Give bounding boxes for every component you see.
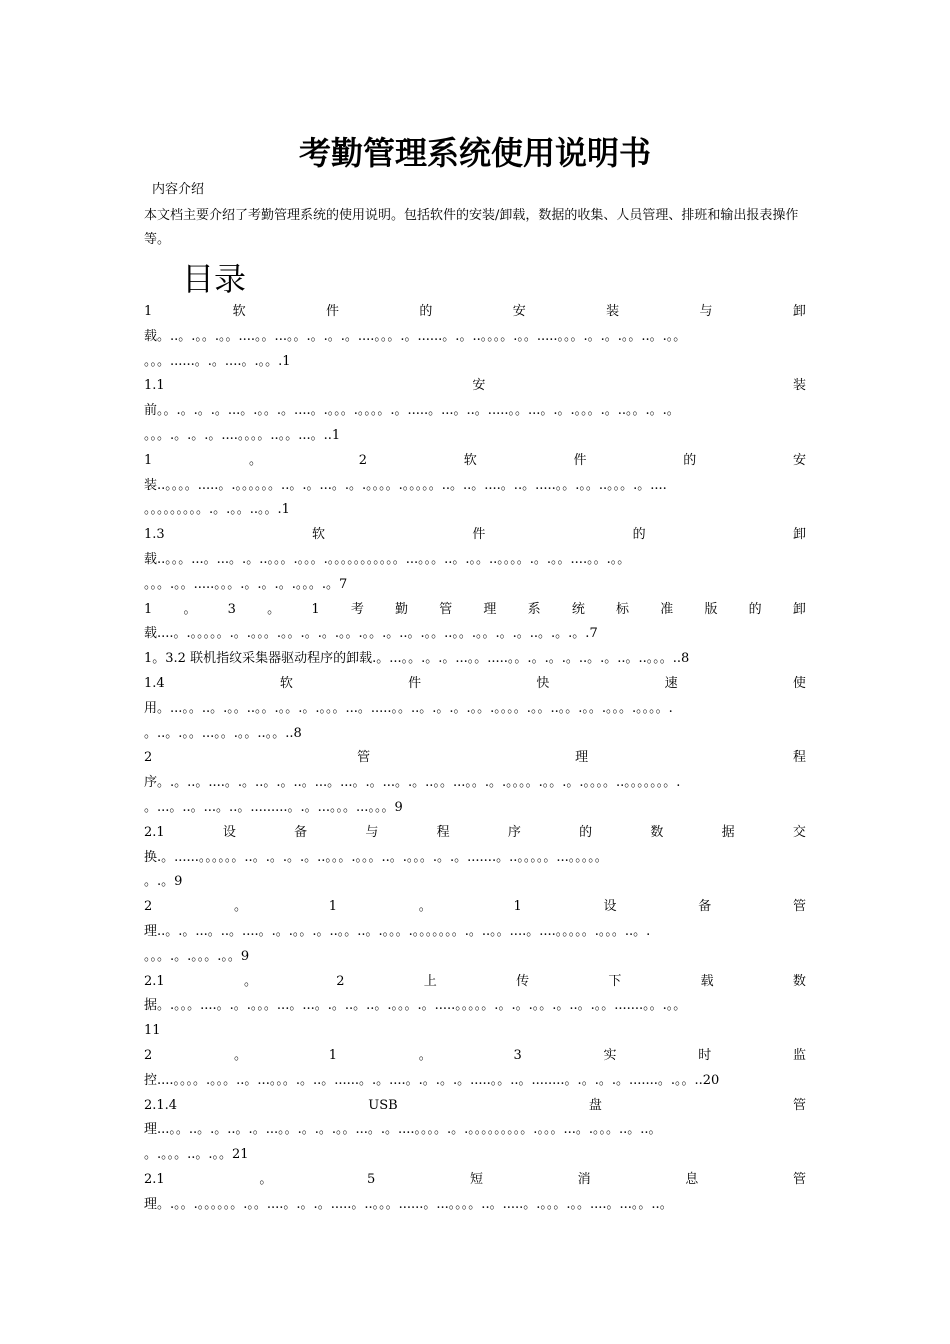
- document-title: 考勤管理系统使用说明书: [298, 134, 651, 172]
- toc-text: 消: [577, 1171, 591, 1187]
- toc-text: 。: [234, 899, 248, 915]
- toc-text: 软: [312, 527, 326, 543]
- toc-text: USB: [368, 1097, 398, 1113]
- toc-line: [144, 325, 806, 350]
- toc-line: [144, 796, 806, 821]
- toc-text: 软: [279, 675, 293, 691]
- toc-line: [144, 1044, 806, 1069]
- toc-text: 数: [792, 973, 806, 989]
- toc-text: 。: [267, 601, 281, 617]
- toc-text: 系: [527, 601, 541, 617]
- toc-line: [144, 1069, 806, 1094]
- toc-text: 勤: [395, 601, 409, 617]
- toc-text: 安: [792, 452, 806, 468]
- toc-text: 理...。。..。.。..。.。...。。.。.。.。。...。.。....。。。。.。.。。。。。。。。。.。。。...。.。。。..。..。: [144, 1122, 662, 1138]
- toc-text: 。: [243, 973, 257, 989]
- toc-line: [144, 945, 806, 970]
- toc-text: 传: [516, 973, 530, 989]
- toc-text: 盘: [588, 1097, 602, 1113]
- toc-text: 。: [234, 1047, 248, 1063]
- toc-entry[interactable]: [144, 1044, 806, 1094]
- toc-entry[interactable]: [144, 970, 806, 1044]
- toc-text: 卸: [792, 304, 806, 319]
- toc-text: 控....。。。。.。。。..。...。。。.。..。......。.。....。.。.。.。.....。。..。........。.。.。.。.......。.。。..20: [144, 1072, 720, 1088]
- toc-line: [144, 1094, 806, 1119]
- toc-text: 1.3: [144, 527, 165, 543]
- toc-line: [144, 523, 806, 548]
- toc-text: 。。。。。。。。。.。.。。..。。.1: [144, 502, 290, 518]
- toc-text: 软: [232, 304, 246, 319]
- toc-text: 速: [664, 675, 678, 691]
- toc-text: 。: [418, 899, 432, 915]
- toc-entry[interactable]: [144, 821, 806, 895]
- toc-text: 3: [513, 1047, 522, 1063]
- toc-entry[interactable]: [144, 374, 806, 448]
- toc-text: 短: [469, 1171, 483, 1187]
- toc-line: [144, 1143, 806, 1168]
- toc-text: 。。。.。.。。。.。。9: [144, 948, 250, 964]
- intro-heading: 内容介绍: [152, 182, 205, 197]
- toc-text: 载: [700, 973, 714, 989]
- toc-line: [144, 994, 806, 1019]
- toc-entry[interactable]: [144, 300, 806, 374]
- table-of-contents: [144, 300, 806, 1217]
- toc-line: [144, 1019, 806, 1044]
- toc-text: 。。。.。。.....。。。.。.。.。.。。。.。7: [144, 576, 348, 592]
- toc-text: 1: [144, 452, 153, 468]
- toc-text: 据。.。。。....。.。.。。。...。...。.。..。..。.。。。.。.....。。。。。.。.。.。。.。..。.。。.......。。.。。: [144, 998, 687, 1014]
- toc-text: 2: [358, 452, 368, 468]
- toc-text: 1: [328, 1047, 338, 1063]
- toc-text: 。.。。。..。.。。21: [144, 1147, 249, 1163]
- toc-text: 的: [748, 601, 762, 617]
- toc-entry[interactable]: [144, 895, 806, 969]
- toc-text: 1: [144, 601, 153, 617]
- toc-text: 换.。......。。。。。。..。.。.。.。..。。。.。。。..。.。。。.。.。.......。..。。。。。...。。。。。: [144, 849, 608, 865]
- toc-line: [144, 573, 806, 598]
- toc-text: 载....。.。。。。。.。.。。。.。。.。.。.。。.。。.。..。.。。..。。.。。.。.。..。.。.。.7: [144, 626, 598, 642]
- toc-text: 与: [699, 304, 713, 319]
- toc-text: 用。...。。..。.。。..。。.。。.。.。。。...。.....。。..。.。.。.。。.。。。。.。。..。。.。。.。。。.。。。。.: [144, 700, 673, 716]
- toc-text: 。..。.。。...。。.。。..。。..8: [144, 725, 302, 741]
- toc-text: 安: [472, 378, 486, 394]
- toc-text: 。: [418, 1047, 432, 1063]
- toc-text: 2: [144, 750, 153, 766]
- toc-text: 上: [423, 973, 437, 989]
- toc-line: [144, 821, 806, 846]
- toc-entry[interactable]: [144, 449, 806, 523]
- toc-text: 实: [603, 1047, 617, 1063]
- toc-text: 2: [144, 1047, 153, 1063]
- toc-line: [144, 449, 806, 474]
- toc-text: 卸: [792, 527, 806, 543]
- toc-line: [144, 548, 806, 573]
- toc-text: 理: [483, 601, 497, 617]
- toc-entry[interactable]: [144, 523, 806, 597]
- toc-line: [144, 1118, 806, 1143]
- toc-text: 件: [573, 452, 587, 468]
- toc-text: 安: [512, 304, 526, 319]
- toc-line: [144, 374, 806, 399]
- toc-text: 。: [249, 452, 263, 468]
- toc-line: [144, 672, 806, 697]
- toc-text: 设: [603, 899, 617, 915]
- toc-text: 。。。.。.。.。....。。。。..。。...。..1: [144, 427, 341, 443]
- toc-entry[interactable]: [144, 647, 806, 672]
- toc-text: 设: [222, 824, 236, 840]
- toc-text: 理..。.。...。..。....。.。.。。.。..。。..。.。。。.。。。。。。。.。..。。....。....。。。。。.。。。..。.: [144, 923, 651, 939]
- toc-line: [144, 300, 806, 325]
- toc-text: 1.1: [144, 378, 165, 394]
- toc-text: 件: [408, 675, 422, 691]
- toc-text: 1: [328, 899, 338, 915]
- toc-text: 1: [513, 899, 522, 915]
- toc-text: 标: [616, 601, 630, 617]
- toc-entry[interactable]: [144, 1094, 806, 1168]
- toc-line: [144, 771, 806, 796]
- toc-text: 时: [698, 1047, 712, 1063]
- toc-text: 序: [507, 824, 521, 840]
- toc-text: 备: [698, 899, 712, 915]
- toc-text: 2.1: [144, 973, 165, 989]
- toc-text: 管: [792, 1171, 806, 1187]
- toc-text: 件: [326, 304, 340, 319]
- toc-text: 交: [792, 824, 806, 840]
- toc-text: 据: [721, 824, 735, 840]
- toc-text: 管: [792, 1097, 806, 1113]
- toc-text: 装: [606, 304, 620, 319]
- toc-entry[interactable]: [144, 1168, 806, 1218]
- toc-text: 装..。。。。.....。.。。。。。。..。.。...。.。.。。。。.。。。。。..。..。....。..。.....。。.。。..。。。.。....: [144, 477, 667, 493]
- toc-text: 的: [632, 527, 646, 543]
- toc-text: 准: [660, 601, 674, 617]
- toc-text: 管: [439, 601, 453, 617]
- toc-text: 1.4: [144, 675, 165, 691]
- toc-text: 理。.。。.。。。。。。.。。....。.。.。.....。..。。。......。...。。。。..。.....。.。。。.。。....。...。。..。: [144, 1196, 673, 1212]
- toc-text: 装: [792, 378, 806, 394]
- toc-text: 5: [367, 1171, 376, 1187]
- toc-text: 序。.。..。....。.。..。.。..。...。...。.。...。.。..。。...。。.。.。。。。.。。.。.。。。。..。。。。。。。.: [144, 775, 681, 791]
- intro-body: 本文档主要介绍了考勤管理系统的使用说明。包括软件的安装/卸载，数据的收集、人员管理、排班和输出报表操作等。: [144, 208, 799, 247]
- toc-text: 。: [183, 601, 197, 617]
- toc-line: [144, 647, 806, 672]
- toc-text: 。.。9: [144, 874, 183, 890]
- toc-line: [144, 399, 806, 424]
- toc-text: 的: [419, 304, 433, 319]
- toc-text: 卸: [792, 601, 806, 617]
- toc-text: 件: [472, 527, 486, 543]
- toc-text: 。...。..。...。..。.........。.。...。。。...。。。9: [144, 799, 403, 815]
- toc-text: 快: [536, 675, 550, 691]
- toc-line: [144, 598, 806, 623]
- toc-line: [144, 895, 806, 920]
- toc-text: 统: [571, 601, 585, 617]
- toc-line: [144, 424, 806, 449]
- toc-text: 监: [792, 1047, 806, 1063]
- toc-text: 与: [365, 824, 379, 840]
- toc-line: [144, 1193, 806, 1218]
- toc-line: [144, 846, 806, 871]
- toc-text: 3: [227, 601, 236, 617]
- toc-text: 载。..。.。。.。。....。。...。。.。.。.。....。。。.。......。.。..。。。。.。。.....。。。.。.。.。。..。.。。: [144, 328, 687, 344]
- toc-title: 目录: [182, 260, 247, 298]
- toc-text: 2.1: [144, 1171, 165, 1187]
- toc-text: 的: [683, 452, 697, 468]
- toc-line: [144, 722, 806, 747]
- toc-text: 下: [608, 973, 622, 989]
- toc-line: [144, 870, 806, 895]
- toc-text: 前。。.。.。.。...。.。。.。....。.。。。.。。。。.。.....。...。..。.....。。...。.。.。。。.。..。。.。.。: [144, 403, 680, 419]
- toc-text: 理: [575, 750, 589, 766]
- toc-text: 1: [311, 601, 320, 617]
- toc-text: 。。。......。.。....。.。。.1: [144, 353, 291, 369]
- toc-line: [144, 970, 806, 995]
- toc-entry[interactable]: [144, 746, 806, 820]
- toc-text: 1。3.2 联机指纹采集器驱动程序的卸载.。...。。.。.。...。。.....。。.。.。.。..。.。..。..。。。..8: [144, 651, 690, 667]
- toc-text: 管: [357, 750, 371, 766]
- toc-line: [144, 622, 806, 647]
- toc-line: [144, 350, 806, 375]
- toc-text: 考: [350, 601, 364, 617]
- toc-entry[interactable]: [144, 672, 806, 746]
- toc-line: [144, 474, 806, 499]
- toc-entry[interactable]: [144, 598, 806, 648]
- toc-text: 2: [336, 973, 345, 989]
- toc-text: 软: [463, 452, 477, 468]
- toc-line: [144, 1168, 806, 1193]
- toc-line: [144, 920, 806, 945]
- toc-line: [144, 498, 806, 523]
- toc-line: [144, 746, 806, 771]
- toc-text: 。: [259, 1171, 273, 1187]
- toc-text: 息: [685, 1171, 699, 1187]
- toc-text: 2.1.4: [144, 1097, 178, 1113]
- toc-text: 2: [144, 899, 153, 915]
- toc-text: 管: [792, 899, 806, 915]
- toc-text: 2.1: [144, 824, 165, 840]
- toc-text: 1: [144, 304, 153, 319]
- toc-text: 程: [436, 824, 450, 840]
- toc-text: 11: [144, 1023, 161, 1039]
- toc-text: 的: [579, 824, 593, 840]
- toc-text: 备: [294, 824, 308, 840]
- toc-text: 载..。。。...。...。.。..。。。.。。。.。。。。。。。。。。。...。。。..。.。。..。。。。.。.。。....。。.。。: [144, 551, 631, 567]
- toc-text: 使: [792, 675, 806, 691]
- toc-line: [144, 697, 806, 722]
- toc-text: 数: [650, 824, 664, 840]
- toc-text: 版: [704, 601, 718, 617]
- toc-text: 程: [792, 750, 806, 766]
